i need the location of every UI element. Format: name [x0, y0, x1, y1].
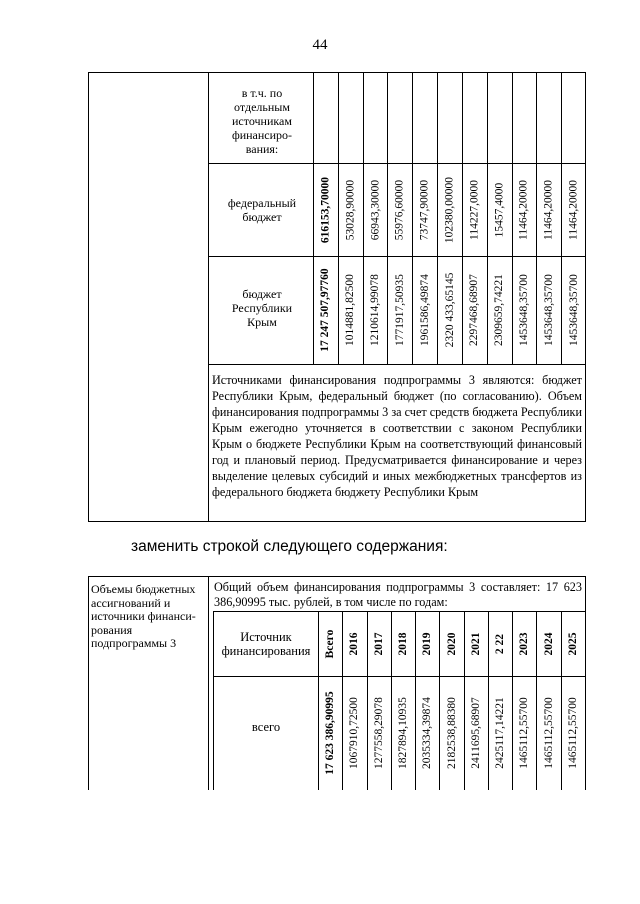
- top-row-0-value: 53028,90000: [344, 179, 357, 240]
- bottom-row-value: 1067910,72500: [348, 697, 361, 769]
- top-row-1-value: 1453648,35700: [517, 274, 530, 346]
- top-group-header: в т.ч. по отдельным источникам финансиро-вания:: [231, 86, 293, 156]
- bottom-header-year: 2 22: [494, 633, 507, 655]
- bottom-header-year: 2023: [518, 632, 531, 656]
- top-row-1-value: 1961586,49874: [418, 274, 431, 346]
- top-row-0-value: 55976,60000: [393, 179, 406, 240]
- top-row-0-value: 11464,20000: [567, 179, 580, 240]
- top-row-1-value: 1771917,50935: [393, 274, 406, 346]
- bottom-header-year: 2017: [372, 632, 385, 656]
- bottom-header-year: 2018: [396, 632, 409, 656]
- bottom-header-year: 2025: [566, 632, 579, 656]
- bottom-header-year: 2019: [421, 632, 434, 656]
- top-row-1-value: 2297468,68907: [468, 274, 481, 346]
- bottom-header-total: Всего: [324, 629, 337, 659]
- bottom-row-value: 2411695,68907: [469, 697, 482, 769]
- top-row-0-value: 15457,4000: [493, 182, 506, 237]
- bottom-row-value: 1277558,29078: [372, 697, 385, 769]
- replace-instruction: заменить строкой следующего содержания:: [131, 538, 448, 555]
- bottom-header-year: 2024: [542, 632, 555, 656]
- bottom-row-label: всего: [251, 720, 281, 734]
- bottom-header-year: 2021: [469, 632, 482, 656]
- bottom-row-value: 2035334,39874: [421, 697, 434, 769]
- bottom-header-year: 2020: [445, 632, 458, 656]
- top-row-0-total: 616153,70000: [319, 176, 332, 243]
- bottom-row-value: 2182538,88380: [445, 697, 458, 769]
- top-row-0-value: 114227,0000: [468, 179, 481, 240]
- top-row-1-value: 1014881,82500: [344, 274, 357, 346]
- bottom-left-label: Объемы бюджетных ассигнований и источники финанси-рования подпрограммы 3: [91, 582, 196, 650]
- bottom-header-source: Источник финансирования: [221, 630, 311, 658]
- top-row-federal-label: федеральный бюджет: [227, 196, 297, 224]
- top-row-0-value: 102380,00000: [443, 176, 456, 243]
- bottom-row-value: 2425117,14221: [494, 697, 507, 769]
- bottom-intro: Общий объем финансирования подпрограммы 3 составляет: 17 623 386,90995 тыс. рублей, в том числе по годам:: [214, 580, 582, 609]
- top-row-1-value: 1453648,35700: [542, 274, 555, 346]
- bottom-header-year: 2016: [348, 632, 361, 656]
- top-row-1-value: 2320 433,65145: [443, 272, 456, 348]
- bottom-row-value: 1827894,10935: [396, 697, 409, 769]
- top-row-1-value: 2309659,74221: [493, 274, 506, 346]
- bottom-row-value: 1465112,55700: [518, 697, 531, 769]
- page-number: 44: [312, 37, 328, 53]
- top-row-crimea-label: бюджет Республики Крым: [231, 287, 293, 329]
- bottom-row-value: 1465112,55700: [542, 697, 555, 769]
- top-row-1-value: 1453648,35700: [567, 274, 580, 346]
- top-row-1-total: 17 247 507,97760: [319, 268, 332, 352]
- bottom-row-value: 1465112,55700: [566, 697, 579, 769]
- bottom-row-total: 17 623 386,90995: [324, 691, 337, 775]
- top-row-1-value: 1210614,99078: [369, 274, 382, 346]
- top-row-0-value: 11464,20000: [542, 179, 555, 240]
- top-row-0-value: 11464,20000: [517, 179, 530, 240]
- top-paragraph: Источниками финансирования подпрограммы 3 являются: бюджет Республики Крым, федеральный бюджет (по согласованию). Объем финансирования подпрограммы 3 за счет средств бюджета Республики Крым ежегодно уточняется в соответствии с законом Республики Крым о бюджете Республики Крым на соответствующий финансовый год и плановый период. Предусматривается финансирование и через выделение целевых субсидий и иных межбюджетных трансфертов из федерального бюджета бюджету Республики Крым: [212, 373, 582, 499]
- top-row-0-value: 73747,90000: [418, 179, 431, 240]
- top-row-0-value: 66943,30000: [369, 179, 382, 240]
